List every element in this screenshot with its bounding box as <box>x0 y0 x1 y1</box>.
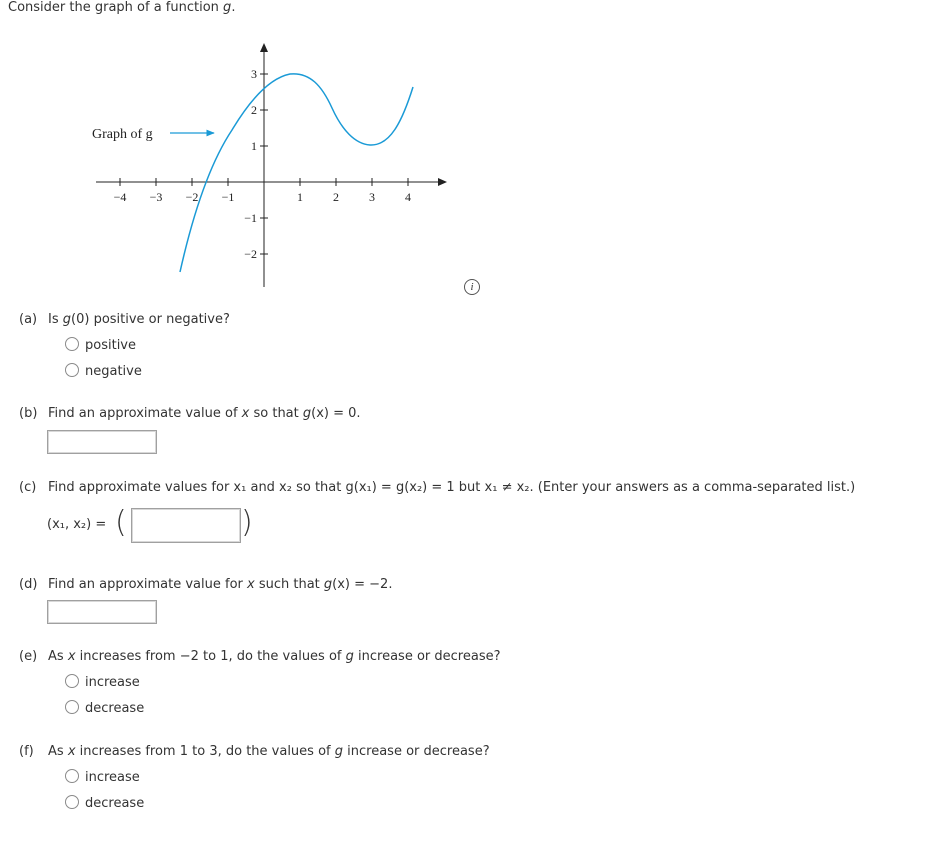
question-e: (e) As x increases from −2 to 1, do the values of g increase or decrease? <box>19 649 501 664</box>
radio-e-decrease[interactable]: decrease <box>65 700 144 716</box>
x-axis-arrow <box>438 178 447 186</box>
radio-f-decrease[interactable]: decrease <box>65 795 144 811</box>
graph-of-g <box>0 0 930 300</box>
radio-circle[interactable] <box>65 769 79 783</box>
graph-label: Graph of g <box>92 127 153 142</box>
radio-circle[interactable] <box>65 674 79 688</box>
answer-input-c[interactable] <box>131 508 241 543</box>
radio-e-increase[interactable]: increase <box>65 674 140 690</box>
close-paren: ) <box>241 505 253 540</box>
y-tick-label: −2 <box>244 247 257 261</box>
answer-input-b[interactable] <box>47 430 157 454</box>
x-tick-label: −3 <box>149 190 163 204</box>
radio-a-positive[interactable]: positive <box>65 337 136 353</box>
y-tick-label: 1 <box>251 139 257 153</box>
y-tick-label: −1 <box>244 211 257 225</box>
y-tick-labels <box>244 67 257 261</box>
x-tick-labels <box>114 190 411 204</box>
info-icon[interactable]: i <box>464 279 480 295</box>
radio-circle[interactable] <box>65 363 79 377</box>
y-tick-label: 3 <box>251 67 257 81</box>
x-tick-label: −4 <box>113 190 127 204</box>
question-f: (f) As x increases from 1 to 3, do the values of g increase or decrease? <box>19 744 490 759</box>
y-tick-label: 2 <box>251 103 257 117</box>
pair-label: (x₁, x₂) = <box>47 517 107 532</box>
answer-input-d[interactable] <box>47 600 157 624</box>
radio-circle[interactable] <box>65 795 79 809</box>
y-axis-arrow <box>260 43 268 52</box>
radio-circle[interactable] <box>65 700 79 714</box>
x-tick-label: 2 <box>333 190 339 204</box>
x-tick-label: 3 <box>369 190 375 204</box>
radio-a-negative[interactable]: negative <box>65 363 142 379</box>
question-c: (c) Find approximate values for x₁ and x₂ so that g(x₁) = g(x₂) = 1 but x₁ ≠ x₂. (Enter your answers as a comma-separated list.) <box>19 480 856 495</box>
intro-text: Consider the graph of a function g. <box>8 0 236 15</box>
radio-circle[interactable] <box>65 337 79 351</box>
x-tick-label: 4 <box>405 190 411 204</box>
curve-g <box>180 74 413 272</box>
x-tick-label: −2 <box>185 190 199 204</box>
open-paren: ( <box>115 505 127 540</box>
question-d: (d) Find an approximate value for x such that g(x) = −2. <box>19 577 393 592</box>
x-tick-label: 1 <box>297 190 303 204</box>
radio-f-increase[interactable]: increase <box>65 769 140 785</box>
question-a: (a) Is g(0) positive or negative? <box>19 312 230 327</box>
question-b: (b) Find an approximate value of x so that g(x) = 0. <box>19 406 361 421</box>
x-tick-label: −1 <box>221 190 235 204</box>
